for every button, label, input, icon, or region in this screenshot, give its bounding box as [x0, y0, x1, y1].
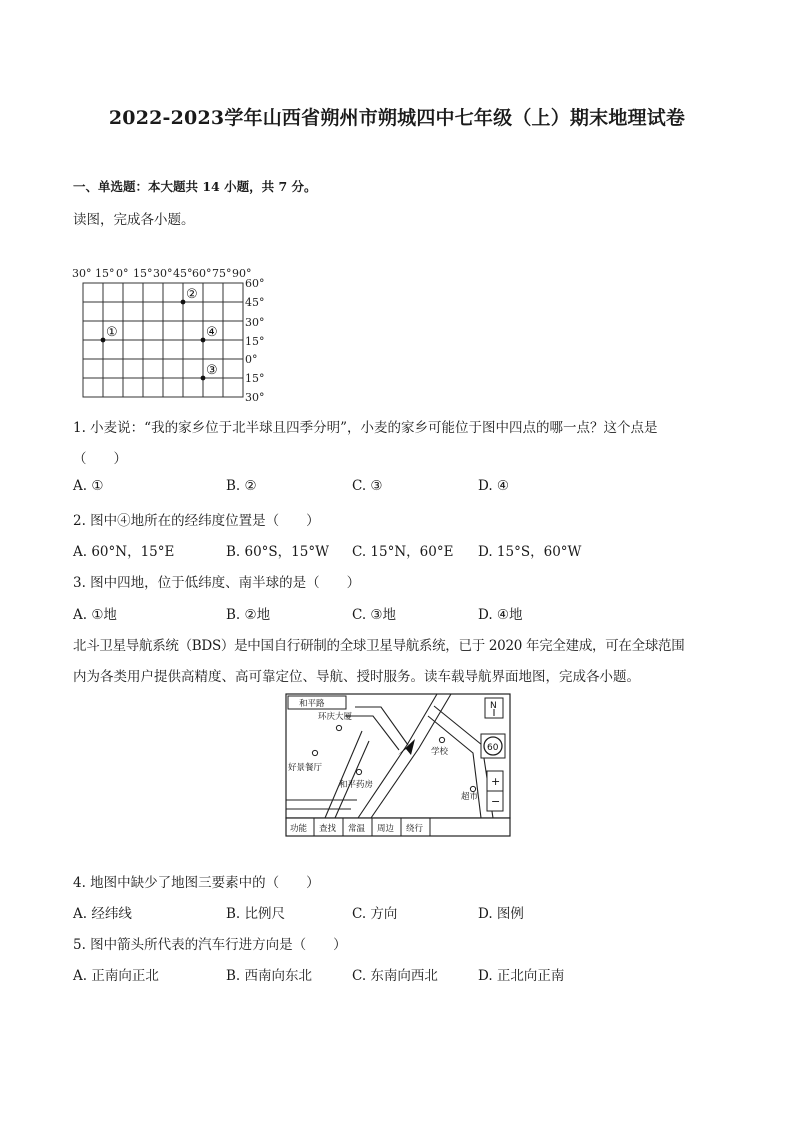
q3-stem: 3. 图中四地，位于低纬度、南半球的是（ ）: [73, 575, 361, 591]
grid-point-label-2: ②: [186, 287, 198, 302]
q1-option-d[interactable]: D. ④: [478, 478, 510, 494]
intro-text-1: 读图，完成各小题。: [73, 212, 195, 228]
q5-option-d[interactable]: D. 正北向正南: [478, 968, 565, 984]
intro-text-2-line1: 北斗卫星导航系统（BDS）是中国自行研制的全球卫星导航系统，已于 2020 年完全建成，可在全球范围: [73, 638, 685, 654]
q4-option-c[interactable]: C. 方向: [352, 906, 398, 922]
place-label: 和平药房: [339, 780, 374, 790]
grid-point-label-1: ①: [106, 325, 118, 340]
q2-option-d[interactable]: D. 15°S，60°W: [478, 544, 582, 560]
q5-option-a[interactable]: A. 正南向正北: [73, 968, 159, 984]
q1-stem: 1. 小麦说：“我的家乡位于北半球且四季分明”，小麦的家乡可能位于图中四点的哪一点？这个点是: [73, 420, 658, 436]
intro-text-2-line2: 内为各类用户提供高精度、高可靠定位、导航、授时服务。读车载导航界面地图，完成各小题。: [73, 669, 640, 685]
grid-top-label: 15°: [95, 267, 115, 280]
grid-top-label: 45°: [173, 267, 193, 280]
car-navigation-map-figure: [285, 693, 511, 837]
grid-top-label: 90°: [232, 267, 252, 280]
speed-limit-sign: 60: [487, 743, 499, 753]
lat-long-grid-figure: [70, 264, 270, 406]
grid-right-label: 0°: [245, 353, 258, 366]
place-marker: [439, 737, 444, 742]
section-heading: 一、单选题：本大题共 14 小题，共 7 分。: [73, 179, 317, 194]
q4-option-a[interactable]: A. 经纬线: [73, 906, 132, 922]
grid-right-label: 60°: [245, 277, 265, 290]
q1-option-c[interactable]: C. ③: [352, 478, 383, 494]
grid-point-label-4: ④: [206, 325, 218, 340]
grid-point-2: [181, 300, 186, 305]
place-label: 学校: [431, 747, 449, 757]
grid-top-label: 30°: [72, 267, 92, 280]
q3-option-d[interactable]: D. ④地: [478, 607, 523, 623]
place-label: 环庆大厦: [318, 712, 353, 722]
zoom-in-button[interactable]: +: [491, 775, 501, 788]
q2-option-c[interactable]: C. 15°N，60°E: [352, 544, 454, 560]
north-indicator-icon: N: [490, 701, 497, 711]
place-marker: [336, 725, 341, 730]
q5-option-b[interactable]: B. 西南向东北: [226, 968, 313, 984]
page-title: 2022-2023学年山西省朔州市朔城四中七年级（上）期末地理试卷: [108, 107, 686, 129]
grid-top-label: 0°: [116, 267, 129, 280]
q3-option-c[interactable]: C. ③地: [352, 607, 397, 623]
q4-option-d[interactable]: D. 图例: [478, 906, 524, 922]
place-label: 超市: [461, 792, 479, 802]
grid-right-label: 30°: [245, 316, 265, 329]
nav-button-function[interactable]: 功能: [290, 824, 308, 834]
grid-right-label: 30°: [245, 391, 265, 404]
q2-option-a[interactable]: A. 60°N，15°E: [73, 544, 175, 560]
zoom-out-button[interactable]: −: [491, 795, 501, 808]
q4-stem: 4. 地图中缺少了地图三要素中的（ ）: [73, 875, 320, 891]
q2-option-b[interactable]: B. 60°S，15°W: [226, 544, 329, 560]
place-label: 好景餐厅: [288, 763, 323, 773]
nav-button-nearby[interactable]: 周边: [377, 824, 395, 834]
q5-stem: 5. 图中箭头所代表的汽车行进方向是（ ）: [73, 937, 347, 953]
place-marker: [470, 786, 475, 791]
grid-point-4: [201, 338, 206, 343]
q3-option-a[interactable]: A. ①地: [73, 607, 117, 623]
q3-option-b[interactable]: B. ②地: [226, 607, 271, 623]
road-label: 和平路: [299, 699, 325, 709]
grid-top-label: 15°: [133, 267, 153, 280]
place-marker: [356, 769, 361, 774]
grid-right-label: 15°: [245, 372, 265, 385]
grid-point-3: [201, 376, 206, 381]
q1-option-a[interactable]: A. ①: [73, 478, 104, 494]
grid-top-label: 60°: [192, 267, 212, 280]
q1-stem-cont: （ ）: [73, 451, 127, 467]
grid-right-label: 15°: [245, 335, 265, 348]
grid-point-1: [101, 338, 106, 343]
nav-button-search[interactable]: 查找: [319, 824, 337, 834]
grid-right-label: 45°: [245, 296, 265, 309]
grid-point-label-3: ③: [206, 363, 218, 378]
grid-top-label: 30°: [153, 267, 173, 280]
grid-lines: [83, 283, 243, 397]
q1-option-b[interactable]: B. ②: [226, 478, 257, 494]
q4-option-b[interactable]: B. 比例尺: [226, 906, 286, 922]
place-marker: [312, 750, 317, 755]
grid-top-label: 75°: [212, 267, 232, 280]
nav-button-detour[interactable]: 绕行: [406, 824, 424, 834]
q2-stem: 2. 图中④地所在的经纬度位置是（ ）: [73, 513, 320, 529]
nav-button-normal[interactable]: 常温: [348, 824, 366, 834]
q5-option-c[interactable]: C. 东南向西北: [352, 968, 438, 984]
